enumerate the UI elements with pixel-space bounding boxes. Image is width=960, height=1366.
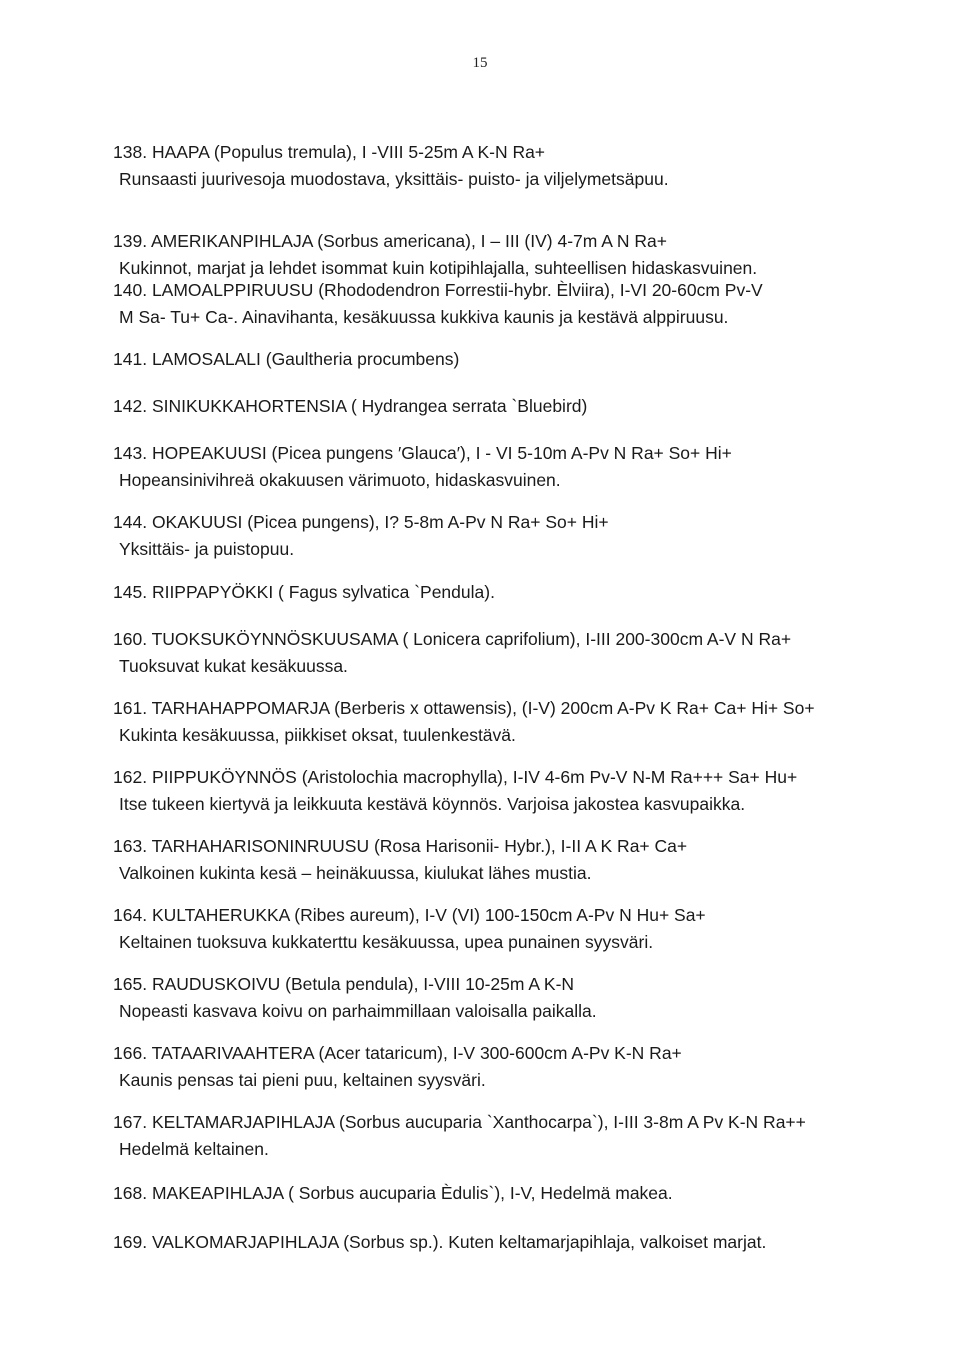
entry-number: 142. — [113, 396, 148, 416]
entry-number: 138. — [113, 142, 148, 162]
entry-title: HAAPA (Populus tremula), I -VIII 5-25m A K-N Ra+ — [151, 142, 546, 162]
entry-number: 143. — [113, 443, 148, 463]
entry-description: Hopeansinivihreä okakuusen värimuoto, hidaskasvuinen. — [119, 470, 561, 490]
entry-138 — [113, 139, 913, 193]
entry-title: OKAKUUSI (Picea pungens), I? 5-8m A-Pv N Ra+ So+ Hi+ — [151, 512, 609, 532]
entry-description: Kukinta kesäkuussa, piikkiset oksat, tuulenkestävä. — [119, 725, 516, 745]
page-number: 15 — [472, 55, 488, 71]
entry-163 — [113, 833, 913, 887]
entry-164 — [113, 902, 913, 956]
entry-number: 164. — [113, 905, 148, 925]
entry-description: Itse tukeen kiertyvä ja leikkuuta kestävä köynnös. Varjoisa jakostea kasvupaikka. — [119, 794, 746, 814]
entry-169 — [113, 1229, 913, 1256]
entry-number: 161. — [113, 698, 148, 718]
entry-description: Keltainen tuoksuva kukkaterttu kesäkuussa, upea punainen syysväri. — [119, 932, 654, 952]
entry-number: 167. — [113, 1112, 148, 1132]
entry-title: TARHAHAPPOMARJA (Berberis x ottawensis), (I-V) 200cm A-Pv K Ra+ Ca+ Hi+ So+ — [151, 698, 815, 718]
entry-167 — [113, 1109, 913, 1163]
entry-161 — [113, 695, 913, 749]
entry-description: Valkoinen kukinta kesä – heinäkuussa, kiulukat lähes mustia. — [119, 863, 592, 883]
entry-title: AMERIKANPIHLAJA (Sorbus americana), I – III (IV) 4-7m A N Ra+ — [150, 231, 667, 251]
entry-number: 160. — [113, 629, 148, 649]
entry-title: HOPEAKUUSI (Picea pungens ′Glauca′), I - VI 5-10m A-Pv N Ra+ So+ Hi+ — [151, 443, 732, 463]
entry-162 — [113, 764, 913, 818]
entry-description: Kaunis pensas tai pieni puu, keltainen syysväri. — [119, 1070, 486, 1090]
entry-166 — [113, 1040, 913, 1094]
entry-description: Hedelmä keltainen. — [119, 1139, 269, 1159]
entry-title: LAMOALPPIRUUSU (Rhododendron Forrestii-hybr. Èlviira), I-VI 20-60cm Pv-V — [151, 280, 763, 300]
entry-number: 166. — [113, 1043, 148, 1063]
entry-number: 162. — [113, 767, 148, 787]
entry-143 — [113, 440, 913, 494]
entry-title: TUOKSUKÖYNNÖSKUUSAMA ( Lonicera caprifolium), I-III 200-300cm A-V N Ra+ — [151, 629, 792, 649]
entry-title: RAUDUSKOIVU (Betula pendula), I-VIII 10-25m A K-N — [151, 974, 575, 994]
entry-number: 165. — [113, 974, 148, 994]
entry-title: RIIPPAPYÖKKI ( Fagus sylvatica `Pendula). — [151, 582, 495, 602]
entry-title: TATAARIVAAHTERA (Acer tataricum), I-V 300-600cm A-Pv K-N Ra+ — [151, 1043, 682, 1063]
entry-description: Yksittäis- ja puistopuu. — [119, 539, 295, 559]
entry-139 — [113, 228, 913, 282]
entry-description: Tuoksuvat kukat kesäkuussa. — [119, 656, 348, 676]
entry-140 — [113, 277, 913, 331]
entry-168 — [113, 1180, 913, 1207]
entry-number: 144. — [113, 512, 148, 532]
entry-number: 141. — [113, 349, 148, 369]
entry-description: M Sa- Tu+ Ca-. Ainavihanta, kesäkuussa kukkiva kaunis ja kestävä alppiruusu. — [119, 307, 729, 327]
entry-160 — [113, 626, 913, 680]
entry-description: Kukinnot, marjat ja lehdet isommat kuin kotipihlajalla, suhteellisen hidaskasvuinen. — [119, 258, 758, 278]
entry-141 — [113, 346, 913, 373]
entry-description: Runsaasti juurivesoja muodostava, yksittäis- puisto- ja viljelymetsäpuu. — [119, 169, 669, 189]
entry-number: 169. — [113, 1232, 148, 1252]
entry-number: 163. — [113, 836, 148, 856]
entry-number: 145. — [113, 582, 148, 602]
entry-title: TARHAHARISONINRUUSU (Rosa Harisonii- Hybr.), I-II A K Ra+ Ca+ — [151, 836, 688, 856]
entry-title: SINIKUKKAHORTENSIA ( Hydrangea serrata `Bluebird) — [151, 396, 588, 416]
entry-title: KELTAMARJAPIHLAJA (Sorbus aucuparia `Xanthocarpa`), I-III 3-8m A Pv K-N Ra++ — [151, 1112, 806, 1132]
entry-number: 139. — [113, 231, 148, 251]
entry-number: 168. — [113, 1183, 148, 1203]
entry-title: KULTAHERUKKA (Ribes aureum), I-V (VI) 100-150cm A-Pv N Hu+ Sa+ — [151, 905, 706, 925]
entry-title: VALKOMARJAPIHLAJA (Sorbus sp.). Kuten keltamarjapihlaja, valkoiset marjat. — [151, 1232, 767, 1252]
entry-title: MAKEAPIHLAJA ( Sorbus aucuparia Èdulis`), I-V, Hedelmä makea. — [151, 1183, 673, 1203]
entry-description: Nopeasti kasvava koivu on parhaimmillaan valoisalla paikalla. — [119, 1001, 597, 1021]
entry-number: 140. — [113, 280, 148, 300]
entry-165 — [113, 971, 913, 1025]
entry-142 — [113, 393, 913, 420]
entry-title: PIIPPUKÖYNNÖS (Aristolochia macrophylla), I-IV 4-6m Pv-V N-M Ra+++ Sa+ Hu+ — [151, 767, 798, 787]
entry-144 — [113, 509, 913, 563]
entry-145 — [113, 579, 913, 606]
entry-title: LAMOSALALI (Gaultheria procumbens) — [151, 349, 460, 369]
